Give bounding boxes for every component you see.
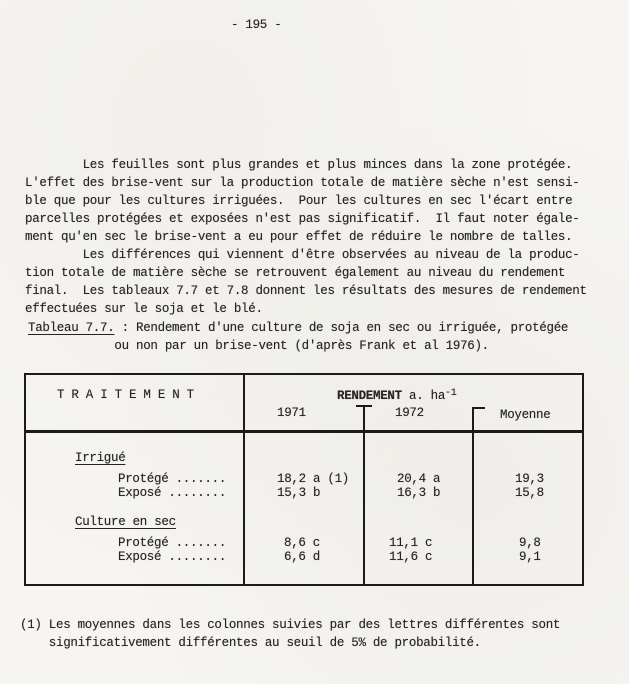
footnote	[20, 616, 560, 652]
paragraph-2	[25, 246, 587, 318]
footnote-line: (1) Les moyennes dans les colonnes suivies par des lettres différentes sont	[20, 618, 561, 632]
footnote-line: significativement différentes au seuil de 5% de probabilité.	[20, 636, 481, 650]
text-line: Les feuilles sont plus grandes et plus minces dans la zone protégée.	[25, 158, 573, 172]
value-1972: 11,1 c	[389, 536, 433, 550]
table-row	[26, 550, 582, 564]
page-number: - 195 -	[231, 18, 282, 32]
table-rule-header-separator	[26, 430, 582, 433]
column-header-traitement: T R A I T E M E N T	[57, 388, 194, 402]
table-row	[26, 472, 582, 486]
text-line: L'effet des brise-vent sur la production totale de matière sèche n'est sensi-	[25, 176, 580, 190]
table-caption-line-2: ou non par un brise-vent (d'après Frank et al 1976).	[28, 339, 489, 353]
row-label-protege: Protégé .......	[118, 472, 227, 486]
rendement-label: RENDEMENT	[337, 389, 402, 403]
row-group-irrigue: Irrigué	[75, 451, 126, 465]
data-table	[24, 373, 584, 586]
table-caption-line-1	[28, 319, 568, 337]
value-1971: 6,6 d	[284, 550, 321, 564]
value-1971: 15,3 b	[277, 486, 321, 500]
row-group-culture-en-sec: Culture en sec	[75, 515, 176, 529]
text-line: ment qu'en sec le brise-vent a eu pour effet de réduire le nombre de talles.	[25, 230, 573, 244]
column-header-rendement	[337, 389, 456, 403]
table-caption-text: : Rendement d'une culture de soja en sec ou irriguée, protégée	[114, 321, 569, 335]
table-caption-label: Tableau 7.7.	[28, 321, 115, 335]
value-1971: 18,2 a (1)	[277, 472, 350, 486]
text-line: parcelles protégées et exposées n'est pas significatif. Il faut noter égale-	[25, 212, 580, 226]
value-moyenne: 19,3	[515, 472, 544, 486]
rendement-unit-exponent: -1	[445, 388, 457, 399]
row-label-protege: Protégé .......	[118, 536, 227, 550]
text-line: ble que pour les cultures irriguées. Pour les cultures en sec l'écart entre	[25, 194, 573, 208]
row-label-expose: Exposé ........	[118, 486, 227, 500]
column-header-moyenne: Moyenne	[500, 408, 551, 422]
column-header-1972: 1972	[395, 406, 424, 420]
text-line: effectuées sur le soja et le blé.	[25, 302, 263, 316]
row-label-expose: Exposé ........	[118, 550, 227, 564]
text-line: tion totale de matière sèche se retrouvent également au niveau du rendement	[25, 266, 566, 280]
table-row	[26, 536, 582, 550]
paragraph-1	[25, 156, 580, 246]
value-moyenne: 9,1	[519, 550, 541, 564]
value-1971: 8,6 c	[284, 536, 321, 550]
value-1972: 16,3 b	[397, 486, 441, 500]
value-moyenne: 15,8	[515, 486, 544, 500]
value-1972: 20,4 a	[397, 472, 441, 486]
column-header-1971: 1971	[277, 406, 306, 420]
table-caption	[28, 319, 568, 355]
text-line: Les différences qui viennent d'être observées au niveau de la produc-	[25, 248, 580, 262]
value-moyenne: 9,8	[519, 536, 541, 550]
text-line: final. Les tableaux 7.7 et 7.8 donnent les résultats des mesures de rendement	[25, 284, 587, 298]
value-1972: 11,6 c	[389, 550, 433, 564]
table-rule-cap-1971-1972	[356, 405, 372, 407]
table-rule-cap-1972-moyenne	[472, 407, 485, 409]
table-row	[26, 486, 582, 500]
rendement-unit: a. ha	[401, 389, 446, 403]
